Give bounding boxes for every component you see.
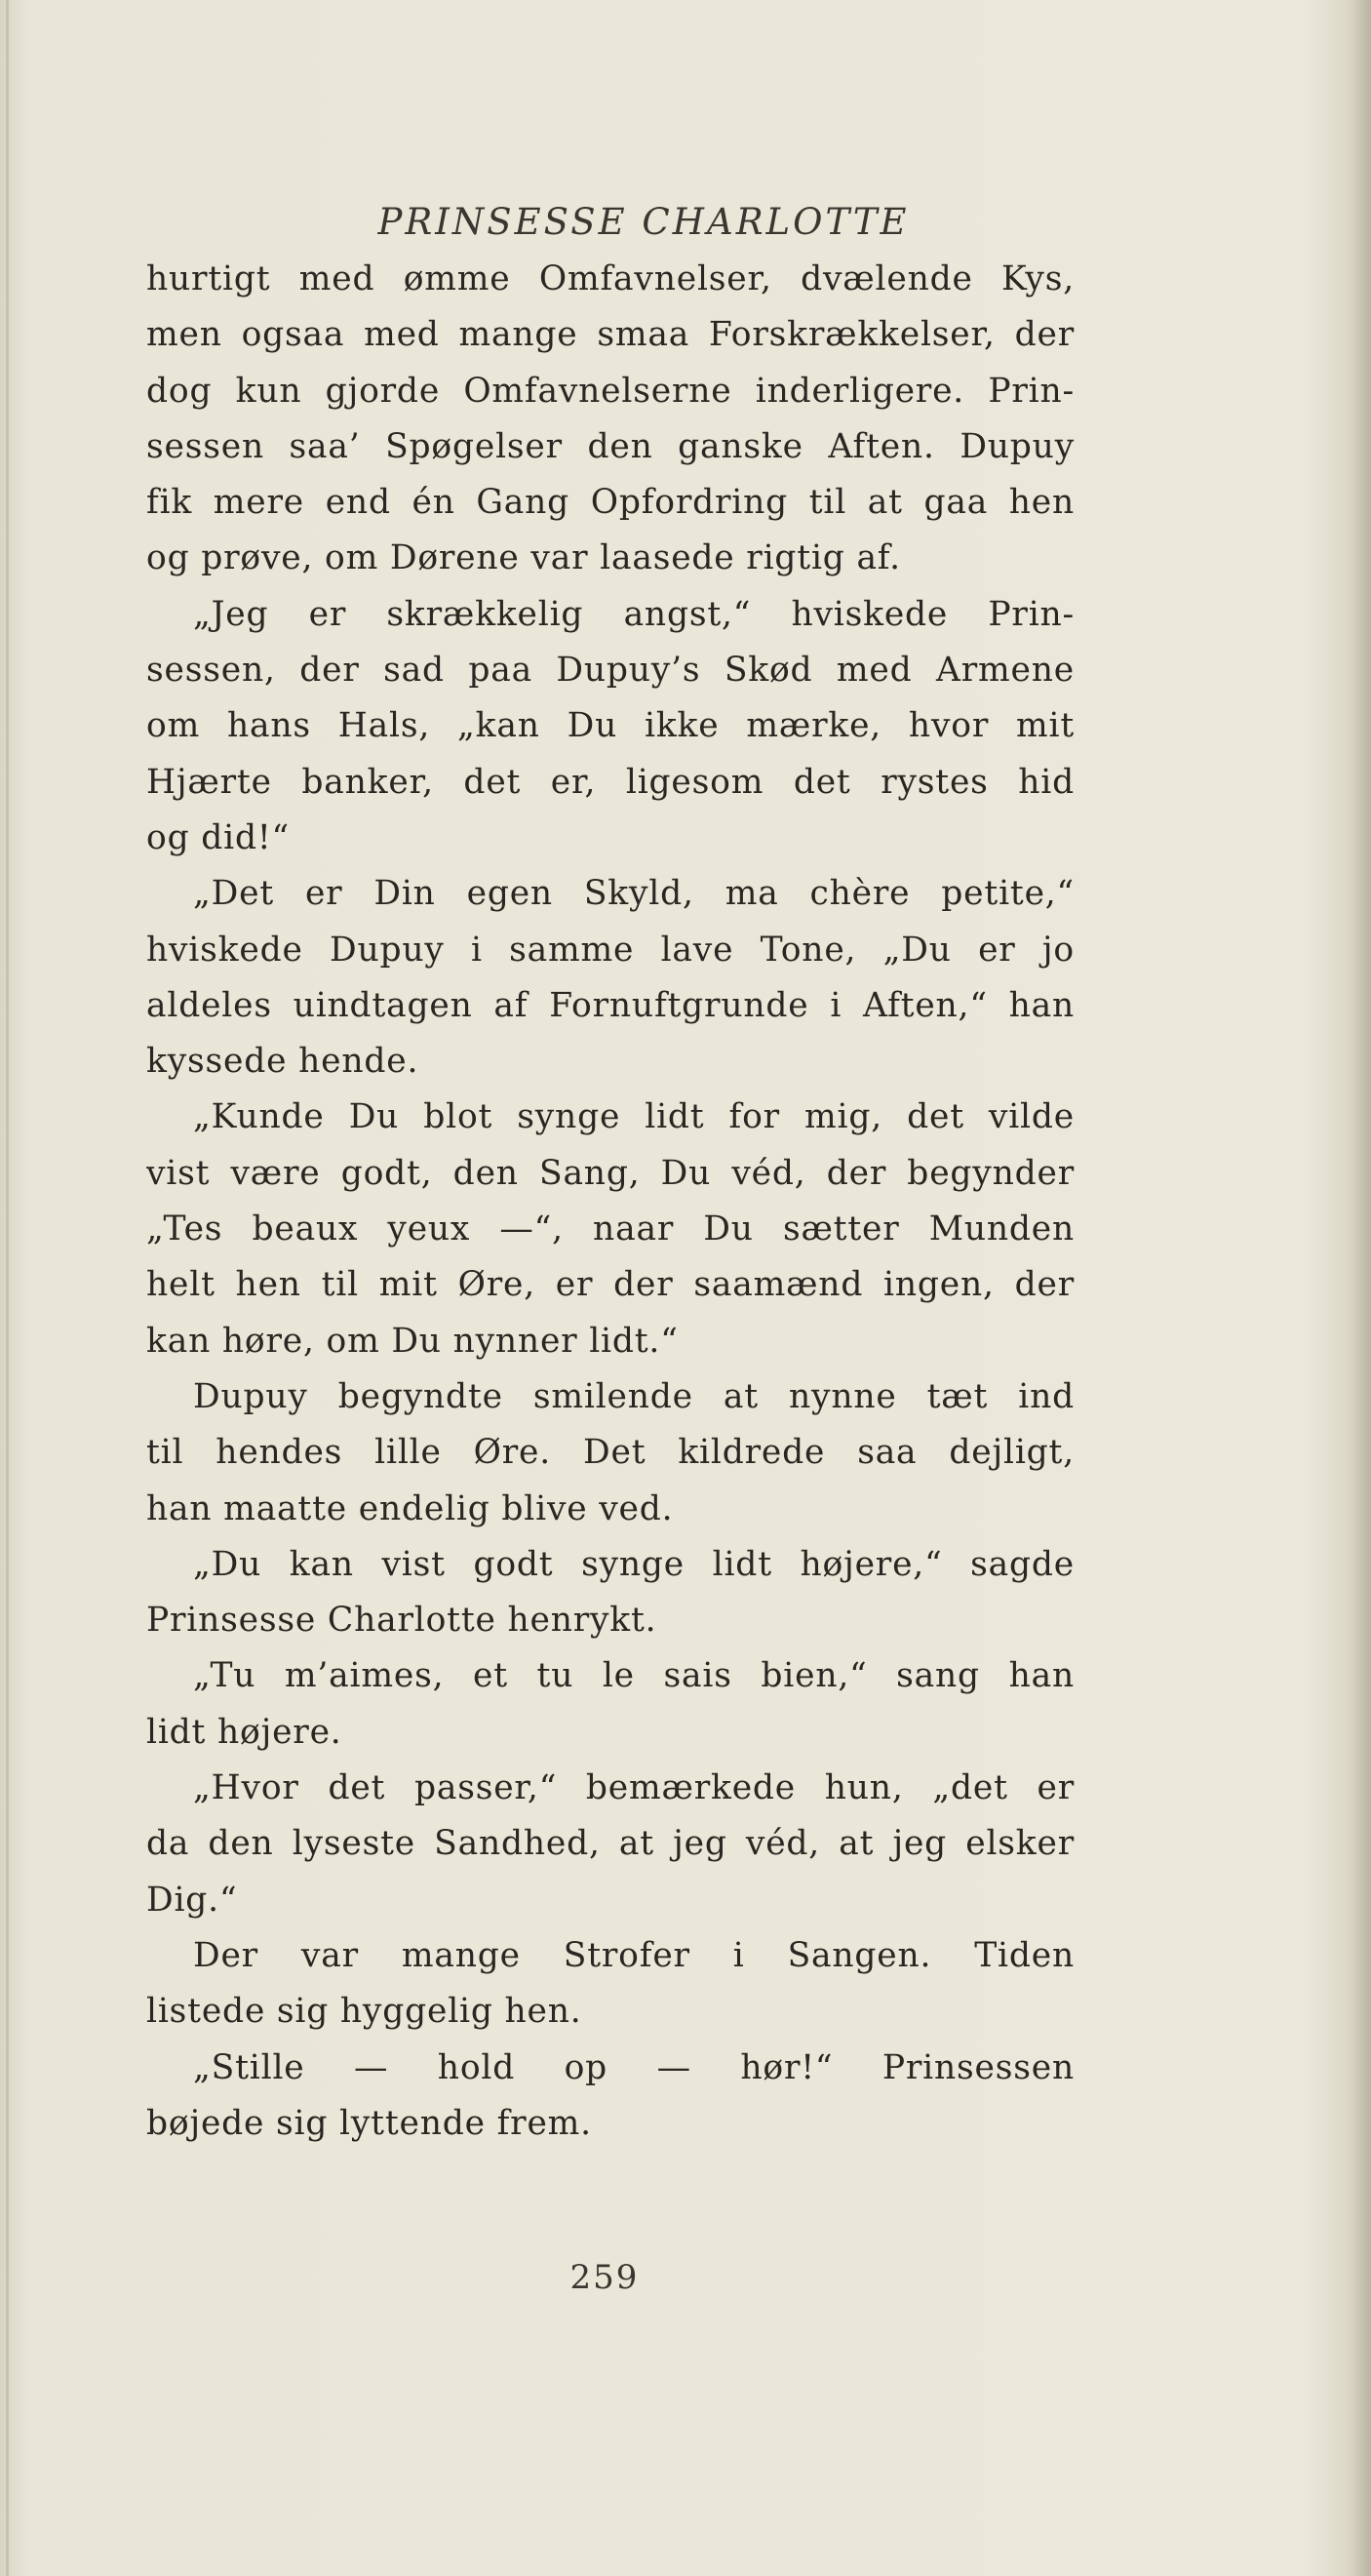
text-line: bøjede sig lyttende frem. — [146, 2103, 592, 2143]
text-line: Der var mange Strofer i Sangen. Tiden — [193, 1935, 1075, 1975]
text-line: listede sig hyggelig hen. — [146, 1992, 582, 2032]
text-line: aldeles uindtagen af Fornuftgrunde i Aften,“ han — [146, 985, 1075, 1025]
text-line: kyssede hende. — [146, 1042, 419, 1082]
text-line: vist være godt, den Sang, Du véd, der begynder — [146, 1153, 1075, 1193]
text-line: og prøve, om Dørene var laasede rigtig af. — [146, 538, 901, 578]
text-line: fik mere end én Gang Opfordring til at gaa hen — [146, 483, 1075, 523]
text-line: hviskede Dupuy i samme lave Tone, „Du er jo — [146, 930, 1075, 970]
text-line: hurtigt med ømme Omfavnelser, dvælende Kys, — [146, 259, 1075, 298]
text-line: „Tes beaux yeux —“, naar Du sætter Munden — [146, 1209, 1075, 1249]
text-line: men ogsaa med mange smaa Forskrækkelser, der — [146, 315, 1075, 355]
text-line: „Du kan vist godt synge lidt højere,“ sagde — [193, 1544, 1075, 1584]
text-line: Dupuy begyndte smilende at nynne tæt ind — [193, 1376, 1075, 1416]
text-line: „Jeg er skrækkelig angst,“ hviskede Prin- — [193, 594, 1075, 634]
text-line: og did!“ — [146, 817, 290, 857]
page-gutter-edge — [6, 0, 9, 2576]
page-number: 259 — [569, 2258, 640, 2297]
text-line: sessen, der sad paa Dupuy’s Skød med Armene — [146, 651, 1075, 691]
text-line: „Tu m’aimes, et tu le sais bien,“ sang han — [193, 1656, 1075, 1696]
text-line: han maatte endelig blive ved. — [146, 1488, 674, 1528]
text-line: „Stille — hold op — hør!“ Prinsessen — [193, 2047, 1075, 2087]
running-title: PRINSESSE CHARLOTTE — [377, 201, 910, 243]
text-line: „Hvor det passer,“ bemærkede hun, „det er — [193, 1768, 1075, 1808]
text-line: „Kunde Du blot synge lidt for mig, det vilde — [193, 1097, 1075, 1137]
text-line: Prinsesse Charlotte henrykt. — [146, 1601, 657, 1641]
text-line: til hendes lille Øre. Det kildrede saa dejligt, — [146, 1433, 1075, 1473]
text-line: Dig.“ — [146, 1880, 238, 1920]
text-line: kan høre, om Du nynner lidt.“ — [146, 1321, 679, 1361]
text-line: Hjærte banker, det er, ligesom det rystes hid — [146, 762, 1075, 802]
text-line: dog kun gjorde Omfavnelserne inderligere. Prin- — [146, 371, 1075, 411]
text-line: lidt højere. — [146, 1712, 342, 1752]
text-line: da den lyseste Sandhed, at jeg véd, at jeg elsker — [146, 1824, 1075, 1864]
text-line: „Det er Din egen Skyld, ma chère petite,“ — [193, 874, 1075, 914]
body-text — [146, 252, 1075, 2152]
page-outer-edge — [1351, 0, 1371, 2576]
text-line: sessen saa’ Spøgelser den ganske Aften. Dupuy — [146, 426, 1075, 466]
text-line: om hans Hals, „kan Du ikke mærke, hvor mit — [146, 706, 1075, 746]
text-line: helt hen til mit Øre, er der saamænd ingen, der — [146, 1265, 1075, 1305]
